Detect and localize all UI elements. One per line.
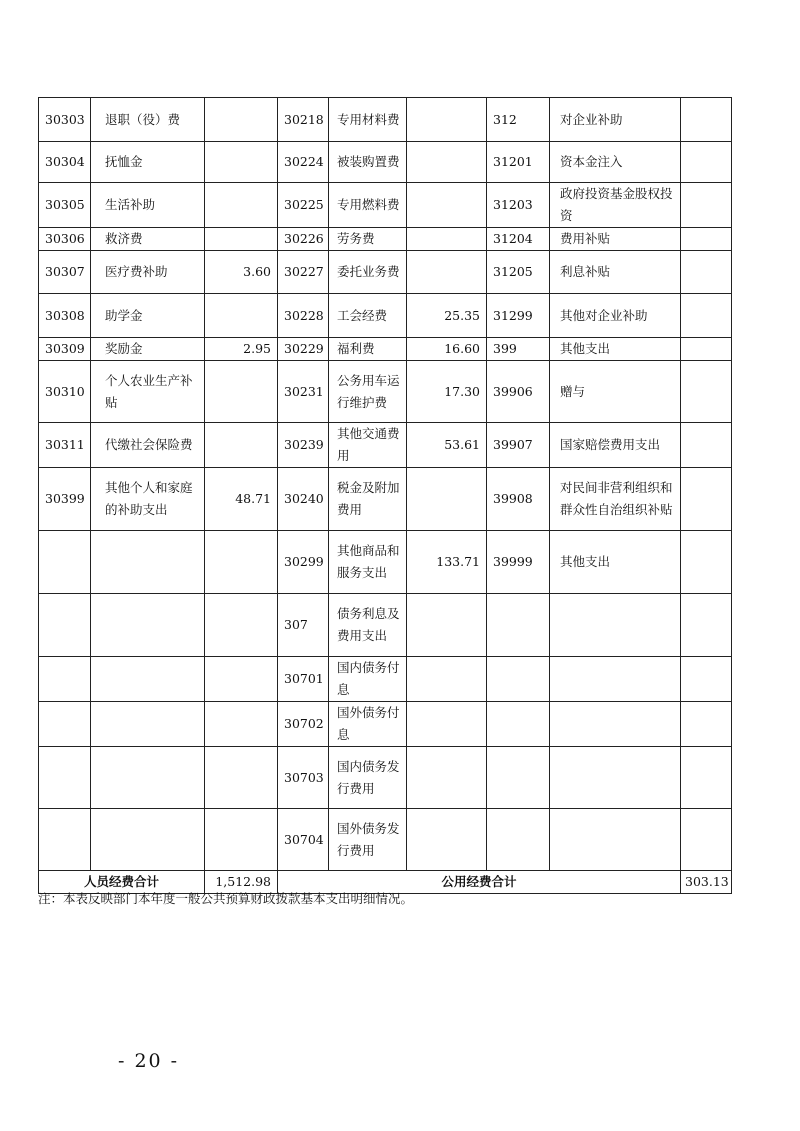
capital-code xyxy=(487,594,550,657)
personnel-item-name: 助学金 xyxy=(91,294,205,338)
capital-item-name xyxy=(550,702,681,747)
personnel-code: 30306 xyxy=(39,228,91,251)
capital-item-name: 其他支出 xyxy=(550,338,681,361)
public-code: 30239 xyxy=(278,423,329,468)
public-item-name: 专用燃料费 xyxy=(329,183,407,228)
personnel-code xyxy=(39,531,91,594)
table-row xyxy=(39,251,732,294)
expenditure-detail-table xyxy=(38,97,732,894)
capital-item-name: 赠与 xyxy=(550,361,681,423)
public-total-label: 公用经费合计 xyxy=(278,871,681,894)
personnel-item-name xyxy=(91,594,205,657)
capital-item-name xyxy=(550,657,681,702)
personnel-item-name xyxy=(91,809,205,871)
capital-amount xyxy=(681,423,732,468)
public-item-name: 国内债务付息 xyxy=(329,657,407,702)
public-item-name: 国外债务付息 xyxy=(329,702,407,747)
public-amount xyxy=(407,809,487,871)
table-footnote: 注：本表反映部门本年度一般公共预算财政拨款基本支出明细情况。 xyxy=(38,891,414,906)
public-amount: 53.61 xyxy=(407,423,487,468)
capital-item-name: 国家赔偿费用支出 xyxy=(550,423,681,468)
personnel-code: 30310 xyxy=(39,361,91,423)
capital-amount xyxy=(681,228,732,251)
table-row xyxy=(39,809,732,871)
public-total-value: 303.13 xyxy=(681,871,732,894)
capital-item-name: 政府投资基金股权投资 xyxy=(550,183,681,228)
personnel-code xyxy=(39,594,91,657)
capital-code: 399 xyxy=(487,338,550,361)
personnel-item-name xyxy=(91,531,205,594)
capital-amount xyxy=(681,657,732,702)
public-amount xyxy=(407,98,487,142)
capital-amount xyxy=(681,594,732,657)
capital-item-name: 其他支出 xyxy=(550,531,681,594)
personnel-code: 30308 xyxy=(39,294,91,338)
personnel-amount xyxy=(205,98,278,142)
capital-code: 39908 xyxy=(487,468,550,531)
public-amount: 25.35 xyxy=(407,294,487,338)
public-code: 30299 xyxy=(278,531,329,594)
capital-amount xyxy=(681,183,732,228)
public-amount: 16.60 xyxy=(407,338,487,361)
capital-code: 39906 xyxy=(487,361,550,423)
personnel-code: 30303 xyxy=(39,98,91,142)
personnel-code: 30305 xyxy=(39,183,91,228)
personnel-amount xyxy=(205,142,278,183)
public-amount xyxy=(407,594,487,657)
public-item-name: 国外债务发行费用 xyxy=(329,809,407,871)
public-item-name: 债务利息及费用支出 xyxy=(329,594,407,657)
public-amount xyxy=(407,251,487,294)
personnel-code xyxy=(39,657,91,702)
table-row xyxy=(39,531,732,594)
public-amount xyxy=(407,747,487,809)
table-row xyxy=(39,423,732,468)
personnel-code xyxy=(39,702,91,747)
personnel-item-name xyxy=(91,657,205,702)
capital-code: 31205 xyxy=(487,251,550,294)
capital-code: 39907 xyxy=(487,423,550,468)
capital-item-name: 对民间非营利组织和群众性自治组织补贴 xyxy=(550,468,681,531)
capital-item-name: 对企业补助 xyxy=(550,98,681,142)
table-row xyxy=(39,468,732,531)
personnel-item-name: 救济费 xyxy=(91,228,205,251)
personnel-item-name: 其他个人和家庭的补助支出 xyxy=(91,468,205,531)
personnel-item-name: 抚恤金 xyxy=(91,142,205,183)
capital-amount xyxy=(681,747,732,809)
personnel-item-name: 生活补助 xyxy=(91,183,205,228)
public-amount xyxy=(407,228,487,251)
personnel-amount xyxy=(205,747,278,809)
public-item-name: 委托业务费 xyxy=(329,251,407,294)
capital-item-name xyxy=(550,809,681,871)
capital-amount xyxy=(681,531,732,594)
capital-code: 31204 xyxy=(487,228,550,251)
personnel-code: 30311 xyxy=(39,423,91,468)
capital-amount xyxy=(681,809,732,871)
personnel-amount: 2.95 xyxy=(205,338,278,361)
table-row xyxy=(39,657,732,702)
public-item-name: 劳务费 xyxy=(329,228,407,251)
personnel-amount: 48.71 xyxy=(205,468,278,531)
table-row xyxy=(39,338,732,361)
public-code: 307 xyxy=(278,594,329,657)
public-amount xyxy=(407,183,487,228)
public-code: 30218 xyxy=(278,98,329,142)
capital-item-name xyxy=(550,747,681,809)
capital-amount xyxy=(681,338,732,361)
personnel-code: 30309 xyxy=(39,338,91,361)
capital-code: 31201 xyxy=(487,142,550,183)
personnel-amount: 3.60 xyxy=(205,251,278,294)
capital-code: 39999 xyxy=(487,531,550,594)
public-code: 30701 xyxy=(278,657,329,702)
public-code: 30703 xyxy=(278,747,329,809)
public-code: 30231 xyxy=(278,361,329,423)
public-item-name: 国内债务发行费用 xyxy=(329,747,407,809)
personnel-item-name xyxy=(91,747,205,809)
public-code: 30227 xyxy=(278,251,329,294)
capital-amount xyxy=(681,294,732,338)
capital-code xyxy=(487,809,550,871)
table-row xyxy=(39,294,732,338)
capital-code: 312 xyxy=(487,98,550,142)
personnel-item-name: 退职（役）费 xyxy=(91,98,205,142)
personnel-amount xyxy=(205,594,278,657)
personnel-amount xyxy=(205,228,278,251)
public-item-name: 公务用车运行维护费 xyxy=(329,361,407,423)
public-item-name: 被装购置费 xyxy=(329,142,407,183)
personnel-item-name: 个人农业生产补贴 xyxy=(91,361,205,423)
public-code: 30225 xyxy=(278,183,329,228)
table-row xyxy=(39,98,732,142)
capital-item-name: 其他对企业补助 xyxy=(550,294,681,338)
personnel-amount xyxy=(205,657,278,702)
public-item-name: 专用材料费 xyxy=(329,98,407,142)
public-code: 30240 xyxy=(278,468,329,531)
table-body xyxy=(39,98,732,871)
personnel-amount xyxy=(205,361,278,423)
public-amount: 133.71 xyxy=(407,531,487,594)
public-amount: 17.30 xyxy=(407,361,487,423)
capital-code xyxy=(487,657,550,702)
personnel-amount xyxy=(205,183,278,228)
personnel-item-name: 奖励金 xyxy=(91,338,205,361)
capital-amount xyxy=(681,468,732,531)
public-item-name: 其他交通费用 xyxy=(329,423,407,468)
public-item-name: 福利费 xyxy=(329,338,407,361)
capital-amount xyxy=(681,361,732,423)
capital-item-name xyxy=(550,594,681,657)
public-code: 30704 xyxy=(278,809,329,871)
public-amount xyxy=(407,657,487,702)
personnel-code: 30307 xyxy=(39,251,91,294)
table-row xyxy=(39,361,732,423)
personnel-code: 30399 xyxy=(39,468,91,531)
public-item-name: 工会经费 xyxy=(329,294,407,338)
table-row xyxy=(39,702,732,747)
personnel-code: 30304 xyxy=(39,142,91,183)
capital-item-name: 利息补贴 xyxy=(550,251,681,294)
personnel-amount xyxy=(205,702,278,747)
capital-amount xyxy=(681,98,732,142)
personnel-item-name: 医疗费补助 xyxy=(91,251,205,294)
capital-code: 31299 xyxy=(487,294,550,338)
capital-code xyxy=(487,747,550,809)
page-number: - 20 - xyxy=(118,1050,180,1072)
personnel-amount xyxy=(205,423,278,468)
personnel-code xyxy=(39,809,91,871)
public-code: 30229 xyxy=(278,338,329,361)
capital-amount xyxy=(681,702,732,747)
public-amount xyxy=(407,702,487,747)
table-row xyxy=(39,747,732,809)
table-row xyxy=(39,228,732,251)
personnel-item-name xyxy=(91,702,205,747)
public-code: 30224 xyxy=(278,142,329,183)
public-amount xyxy=(407,142,487,183)
public-amount xyxy=(407,468,487,531)
public-code: 30226 xyxy=(278,228,329,251)
table-row xyxy=(39,183,732,228)
personnel-total-label: 人员经费合计 xyxy=(39,871,205,894)
public-item-name: 税金及附加费用 xyxy=(329,468,407,531)
capital-amount xyxy=(681,251,732,294)
public-code: 30228 xyxy=(278,294,329,338)
capital-amount xyxy=(681,142,732,183)
personnel-amount xyxy=(205,531,278,594)
personnel-code xyxy=(39,747,91,809)
personnel-amount xyxy=(205,809,278,871)
capital-item-name: 费用补贴 xyxy=(550,228,681,251)
table-row xyxy=(39,594,732,657)
capital-code: 31203 xyxy=(487,183,550,228)
table-row xyxy=(39,142,732,183)
personnel-item-name: 代缴社会保险费 xyxy=(91,423,205,468)
personnel-total-value: 1,512.98 xyxy=(205,871,278,894)
personnel-amount xyxy=(205,294,278,338)
public-item-name: 其他商品和服务支出 xyxy=(329,531,407,594)
public-code: 30702 xyxy=(278,702,329,747)
capital-item-name: 资本金注入 xyxy=(550,142,681,183)
capital-code xyxy=(487,702,550,747)
